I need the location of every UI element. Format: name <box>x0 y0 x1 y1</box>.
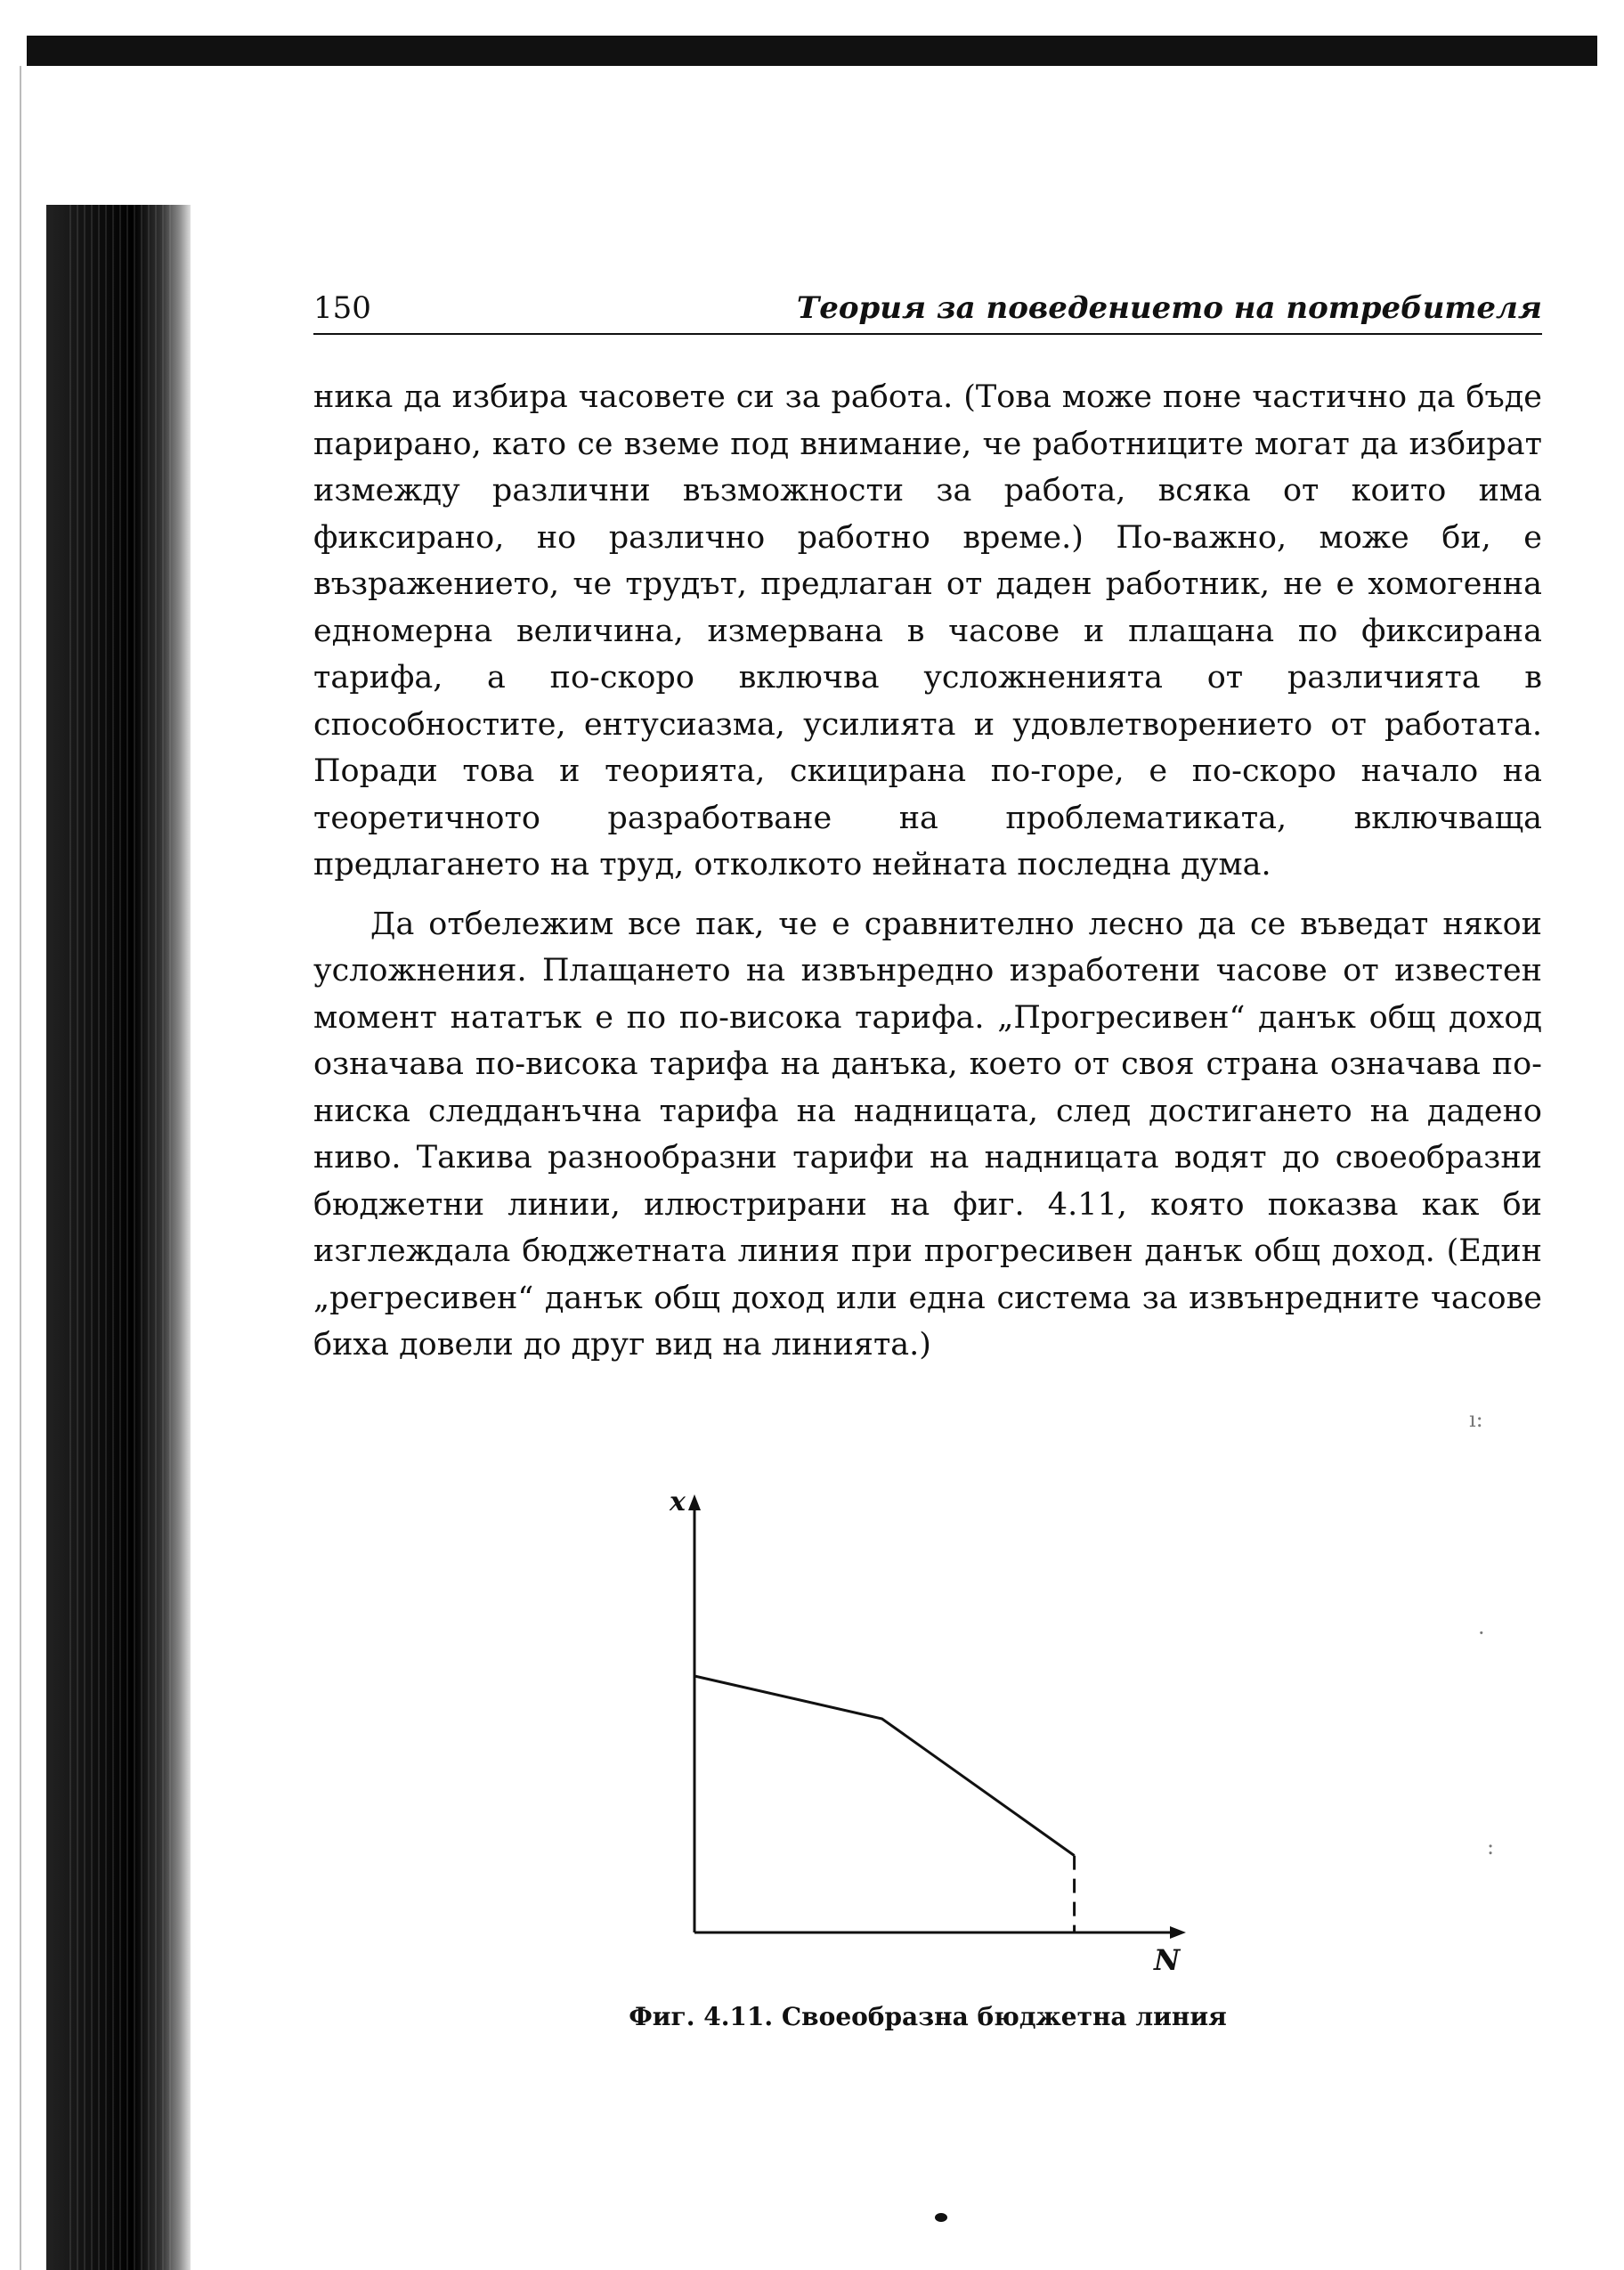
x-axis-arrow <box>1170 1926 1186 1939</box>
book-spine-streaks <box>64 205 171 2270</box>
y-axis-label: x <box>670 1486 686 1517</box>
running-title: Теория за поведението на потребителя <box>796 290 1542 326</box>
page-number: 150 <box>313 290 371 326</box>
edge-artifact: ı: <box>1469 1407 1483 1432</box>
scan-top-bar <box>27 36 1597 66</box>
budget-line-chart <box>623 1478 1229 1977</box>
scan-ink-dot <box>935 2213 947 2222</box>
figure-caption: Фиг. 4.11. Своеобразна бюджетна линия <box>629 2002 1227 2031</box>
scan-edge-artifacts <box>1460 1389 1567 2191</box>
y-axis-arrow <box>688 1494 701 1510</box>
body-text <box>313 374 1542 1381</box>
paragraph-1: ника да избира часовете си за работа. (Това може поне частично да бъде парирано, като се вземе под внимание, че работниците могат да избират измежду различни възможности за работа, всяка от които има фиксирано, но различно работно време.) По-важно, може би, е възражението, че трудът, предлаган от даден работник, не е хомогенна едномерна величина, измервана в часове и плащана по фиксирана тарифа, а по-скоро включва усложненията от различията в способностите, ентусиазма, усилията и удовлетворението от работата. Поради това и теорията, скицирана по-горе, е по-скоро начало на теоретичното разработване на проблематиката, включваща предлагането на труд, отколкото нейната последна дума. <box>313 379 1542 883</box>
paragraph-2: Да отбележим все пак, че е сравнително лесно да се въведат някои усложнения. Плащането на извънредно изработени часове от известен момент нататък е по по-висока тарифа. „Прогресивен“ данък общ доход означава по-висока тарифа на данъка, което от своя страна означава по-ниска следданъчна тарифа на надницата, след достигането на дадено ниво. Такива разнообразни тарифи на надницата водят до своеобразни бюджетни линии, илюстрирани на фиг. 4.11, която показва как би изглеждала бюджетната линия при прогресивен данък общ доход. (Един „регресивен“ данък общ доход или една система за извънредните часове биха довели до друг вид на линията.) <box>313 906 1542 1363</box>
x-axis-label: N <box>1154 1943 1181 1977</box>
scan-page-edge <box>20 66 21 2270</box>
edge-artifact: : <box>1487 1835 1495 1859</box>
figure-budget-line <box>623 1478 1229 1977</box>
page-header <box>313 285 1542 335</box>
budget-line-series <box>694 1676 1075 1856</box>
edge-artifact: · <box>1478 1621 1485 1646</box>
